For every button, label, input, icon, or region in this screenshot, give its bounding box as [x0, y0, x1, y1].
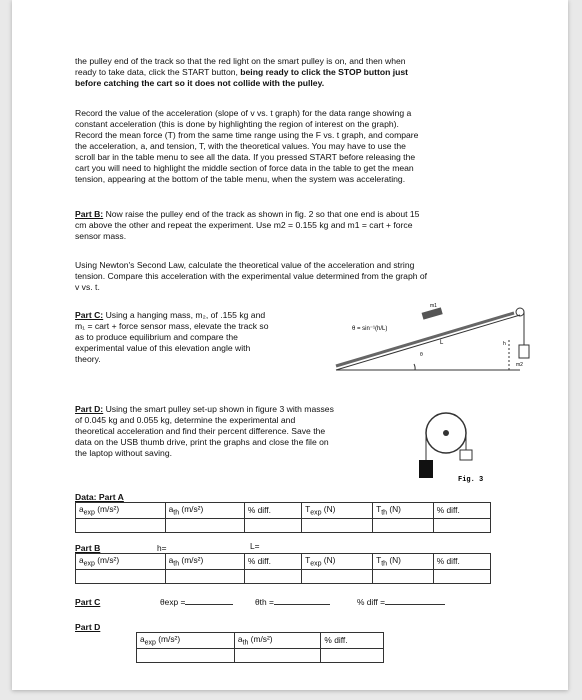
- pulley-figure: [412, 405, 492, 490]
- partD-data-label: Part D: [75, 622, 101, 632]
- incline-figure: [330, 300, 545, 375]
- partC-heading: Part C:: [75, 310, 104, 320]
- partB-table: [75, 553, 491, 584]
- partB-line-2: cm above the other and repeat the experiment. Use m2 = 0.155 kg and m1 = cart + force: [75, 220, 413, 230]
- record-line-4: the acceleration, a, and tension, T, with the theoretical values. You may have to use the: [75, 141, 406, 151]
- formula-label: θ = sin⁻¹(h/L): [352, 326, 388, 332]
- aexp-header: $a_{exp}$ (m/s²): [76, 503, 166, 519]
- partC-line-1: Using a hanging mass, m₂, of .155 kg and: [103, 310, 266, 320]
- cell[interactable]: [234, 648, 321, 662]
- partB-line-1: Now raise the pulley end of the track as shown in fig. 2 so that one end is about 15: [103, 209, 420, 219]
- newton-line-3: v vs. t.: [75, 282, 100, 292]
- tth-header: $T_{th}$ (N): [373, 554, 434, 570]
- partA-table: [75, 502, 491, 533]
- cell[interactable]: [433, 569, 490, 583]
- theta-th-blank[interactable]: [274, 604, 330, 605]
- cell[interactable]: [302, 569, 373, 583]
- cell[interactable]: [76, 518, 166, 532]
- partD-heading: Part D:: [75, 404, 104, 414]
- texp-header: $T_{exp}$ (N): [302, 554, 373, 570]
- cell[interactable]: [321, 648, 384, 662]
- intro-line-3: before catching the cart so it does not collide with the pulley.: [75, 78, 325, 88]
- L-field-label: L=: [250, 541, 260, 551]
- theta-label: θ: [420, 352, 423, 358]
- m1-label: m1: [430, 303, 437, 309]
- partB-data-label: Part B: [75, 543, 101, 553]
- intro-line-1: the pulley end of the track so that the red light on the smart pulley is on, and then when: [75, 56, 406, 66]
- partB-line-3: sensor mass.: [75, 231, 127, 241]
- cell[interactable]: [137, 648, 235, 662]
- record-paragraph: [75, 108, 530, 185]
- partB-entry-row[interactable]: [76, 569, 491, 583]
- partD-line-3: theoretical acceleration and find their percent difference. Save the: [75, 426, 326, 436]
- ath-header: $a_{th}$ (m/s²): [165, 554, 244, 570]
- cell[interactable]: [76, 569, 166, 583]
- cell[interactable]: [165, 518, 244, 532]
- intro-line-2a: ready to take data, click the START button,: [75, 67, 241, 77]
- partB-header-row: [76, 554, 491, 570]
- data-partA-title: Data: Part A: [75, 492, 124, 502]
- cell[interactable]: [373, 569, 434, 583]
- aexp-header: $a_{exp}$ (m/s²): [137, 633, 235, 649]
- partD-table: [136, 632, 384, 663]
- cell[interactable]: [244, 518, 301, 532]
- h-label: h: [503, 341, 506, 347]
- partC-line-2: m₁ = cart + force sensor mass, elevate the track so: [75, 321, 269, 331]
- partA-entry-row[interactable]: [76, 518, 491, 532]
- partA-header-row: [76, 503, 491, 519]
- partB-paragraph: [75, 209, 530, 242]
- pdiff-header: % diff.: [244, 554, 301, 570]
- h-field-label: h=: [157, 543, 167, 553]
- pdiff-header: % diff.: [244, 503, 301, 519]
- pdiff-header: % diff.: [321, 633, 384, 649]
- theta-th-label: θth =: [255, 597, 274, 607]
- theta-th-field[interactable]: [255, 597, 330, 607]
- partD-header-row: [137, 633, 384, 649]
- partD-paragraph: [75, 404, 415, 459]
- record-line-7: tension, appearing at the bottom of the table menu, when the system was accelerating.: [75, 174, 406, 184]
- partB-heading: Part B:: [75, 209, 104, 219]
- partC-line-4: experimental value of this elevation angle with: [75, 343, 251, 353]
- partD-line-4: data on the USB thumb drive, print the graphs and close the file on: [75, 437, 329, 447]
- pdiff2-header: % diff.: [433, 503, 490, 519]
- pdiff2-header: % diff.: [433, 554, 490, 570]
- theta-exp-label: θexp =: [160, 597, 186, 607]
- fig3-caption: Fig. 3: [458, 476, 484, 484]
- ath-header: $a_{th}$ (m/s²): [165, 503, 244, 519]
- pdiff-field[interactable]: [357, 597, 445, 607]
- record-line-3: Record the mean force (T) from the same time range using the F vs. t graph, and compare: [75, 130, 419, 140]
- pdiff-blank[interactable]: [385, 604, 445, 605]
- document-page: [12, 0, 568, 690]
- cell[interactable]: [302, 518, 373, 532]
- L-label: L: [440, 340, 444, 346]
- partD-line-1: Using the smart pulley set-up shown in figure 3 with masses: [103, 404, 334, 414]
- cell[interactable]: [433, 518, 490, 532]
- newton-line-1: Using Newton's Second Law, calculate the theoretical value of the acceleration and string: [75, 260, 415, 270]
- intro-paragraph: [75, 56, 530, 89]
- record-line-5: scroll bar in the table menu to see all the data. If you pressed START before releasing the: [75, 152, 416, 162]
- theta-exp-blank[interactable]: [185, 604, 233, 605]
- record-line-6: cart you will need to highlight the middle section of force data in the table to get the mean: [75, 163, 414, 173]
- ath-header: $a_{th}$ (m/s²): [234, 633, 321, 649]
- pdiff-label: % diff =: [357, 597, 386, 607]
- tth-header: $T_{th}$ (N): [373, 503, 434, 519]
- partD-line-5: the laptop without saving.: [75, 448, 172, 458]
- partC-paragraph: [75, 310, 325, 365]
- newton-line-2: tension. Compare this acceleration with the experimental value determined from the graph of: [75, 271, 428, 281]
- cell[interactable]: [244, 569, 301, 583]
- record-line-2: constant acceleration (this is done by highlighting the region of interest on the graph).: [75, 119, 399, 129]
- partC-data-label: Part C: [75, 597, 101, 607]
- cell[interactable]: [373, 518, 434, 532]
- partD-line-2: of 0.045 kg and 0.055 kg, determine the experimental and: [75, 415, 296, 425]
- partC-line-3: as to produce equilibrium and compare the: [75, 332, 238, 342]
- intro-line-2b: being ready to click the STOP button just: [240, 67, 409, 77]
- partD-entry-row[interactable]: [137, 648, 384, 662]
- record-line-1: Record the value of the acceleration (slope of v vs. t graph) for the data range showing a: [75, 108, 412, 118]
- cell[interactable]: [165, 569, 244, 583]
- texp-header: $T_{exp}$ (N): [302, 503, 373, 519]
- theta-exp-field[interactable]: [160, 597, 233, 607]
- newton-paragraph: [75, 260, 530, 293]
- partC-line-5: theory.: [75, 354, 101, 364]
- m2-label: m2: [516, 362, 523, 368]
- aexp-header: $a_{exp}$ (m/s²): [76, 554, 166, 570]
